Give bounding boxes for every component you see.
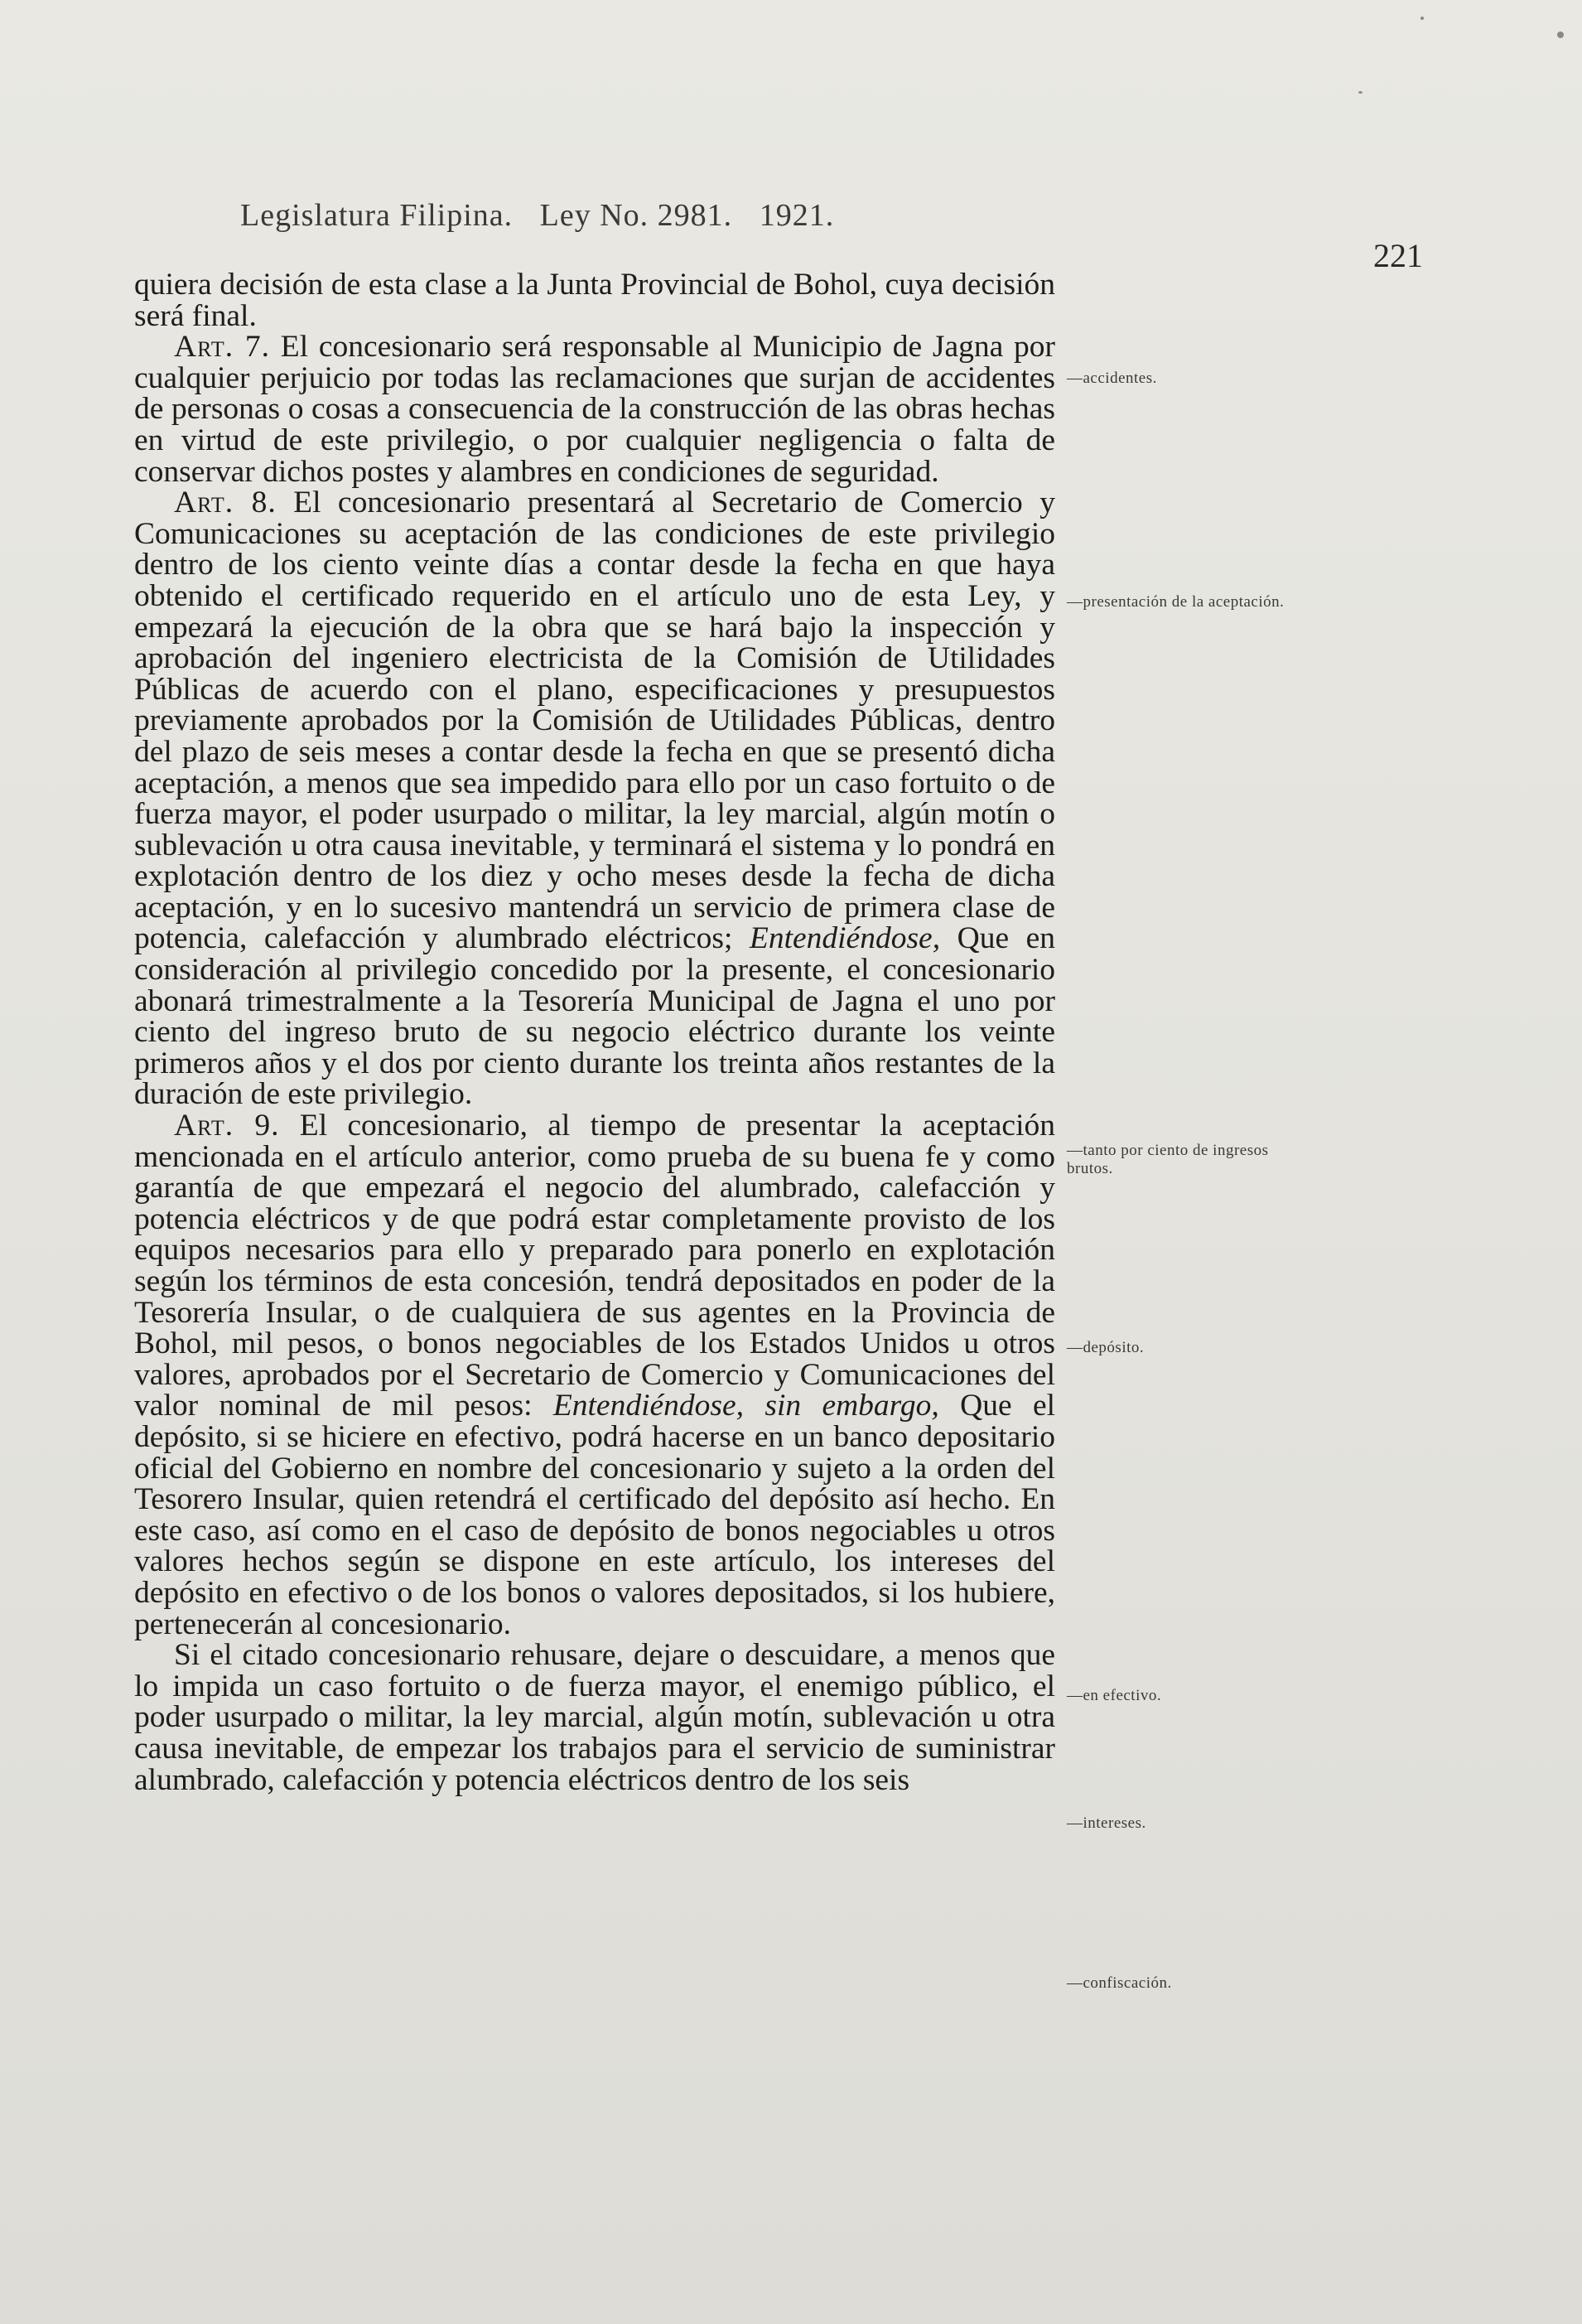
margin-note-presentacion: —presentación de la aceptación.	[1067, 593, 1285, 611]
paper-speck	[1358, 91, 1363, 94]
article-7	[134, 331, 1055, 487]
margin-note-accidentes: —accidentes.	[1067, 370, 1157, 387]
article-9-label: Art. 9.	[174, 1109, 280, 1143]
margin-note-confiscacion: —confiscación.	[1067, 1974, 1172, 1992]
header-legislatura: Legislatura Filipina.	[240, 198, 514, 233]
article-8	[134, 487, 1055, 1110]
margin-note-efectivo: —en efectivo.	[1067, 1687, 1162, 1704]
article-8-text-b: Que en consideración al privilegio concedido por la presente, el concesionario abonará trimestralmente a la Tesorería Municipal de Jagna el uno por ciento del ingreso bruto de su negocio eléctrico durante los veinte primeros años y el dos por ciento durante los treinta años restantes de la duración de este privilegio.	[134, 921, 1056, 1112]
article-9-text-b: Que el depósito, si se hiciere en efectivo, podrá hacerse en un banco depositario oficial del Gobierno en nombre del concesionario y sujeto a la orden del Tesorero Insular, quien retendrá el certificado del depósito así hecho. En este caso, así como en el caso de depósito de bonos negociables u otros valores hechos según se dispone en este artículo, los intereses del depósito en efectivo o de los bonos o valores depositados, si los hubiere, pertenecerán al concesionario.	[134, 1389, 1056, 1641]
body-text	[134, 269, 1055, 1795]
margin-note-tanto-por-ciento: —tanto por ciento de ingresos brutos.	[1067, 1142, 1269, 1177]
paper-speck	[1557, 31, 1564, 38]
paper-speck	[1420, 17, 1424, 20]
article-9-text-a: El concesionario, al tiempo de presentar la aceptación mencionada en el artículo anterior, como prueba de su buena fe y como garantía de que empezará el negocio del alumbrado, calefacción y potencia eléctricos y de que podrá estar completamente provisto de los equipos necesarios para ello y preparado para ponerlo en explotación según los términos de esta concesión, tendrá depositados en poder de la Tesorería Insular, o de cualquiera de sus agentes en la Provincia de Bohol, mil pesos, o bonos negociables de los Estados Unidos u otros valores, aprobados por el Secretario de Comercio y Comunicaciones del valor nominal de mil pesos:	[134, 1109, 1055, 1423]
margin-note-deposito: —depósito.	[1067, 1339, 1145, 1356]
page-number: 221	[1373, 237, 1423, 274]
article-9	[134, 1110, 1055, 1640]
paragraph-confiscation: Si el citado concesionario rehusare, dejare o descuidare, a menos que lo impida un caso fortuito o de fuerza mayor, el enemigo público, el poder usurpado o militar, la ley marcial, algún motín, sublevación u otra causa inevitable, de empezar los trabajos para el servicio de suministrar alumbrado, calefacción y potencia eléctricos dentro de los seis	[134, 1638, 1055, 1797]
margin-note-intereses: —intereses.	[1067, 1814, 1146, 1832]
article-8-italic: Entendiéndose,	[749, 921, 941, 956]
header-year: 1921.	[759, 198, 835, 233]
header-ley: Ley No. 2981.	[539, 198, 733, 233]
article-7-text: El concesionario será responsable al Municipio de Jagna por cualquier perjuicio por todas las reclamaciones que surjan de accidentes de personas o cosas a consecuencia de la construcción de las obras hechas en virtud de este privilegio, o por cualquier negligencia o falta de conservar dichos postes y alambres en condiciones de seguridad.	[134, 330, 1055, 489]
running-header	[240, 197, 852, 234]
article-9-italic: Entendiéndose, sin embargo,	[552, 1389, 939, 1423]
paragraph-continuation: quiera decisión de esta clase a la Junta Provincial de Bohol, cuya decisión será final.	[134, 268, 1055, 333]
article-7-label: Art. 7.	[174, 330, 271, 365]
article-8-label: Art. 8.	[174, 486, 277, 520]
article-8-text-a: El concesionario presentará al Secretario de Comercio y Comunicaciones su aceptación de las condiciones de este privilegio dentro de los ciento veinte días a contar desde la fecha en que haya obtenido el certificado requerido en el artículo uno de esta Ley, y empezará la ejecución de la obra que se hará bajo la inspección y aprobación del ingeniero electricista de la Comisión de Utilidades Públicas de acuerdo con el plano, especificaciones y presupuestos previamente aprobados por la Comisión de Utilidades Públicas, dentro del plazo de seis meses a contar desde la fecha en que se presentó dicha aceptación, a menos que sea impedido para ello por un caso fortuito o de fuerza mayor, el poder usurpado o militar, la ley marcial, algún motín o sublevación u otra causa inevitable, y terminará el sistema y lo pondrá en explotación dentro de los diez y ocho meses desde la fecha de dicha aceptación, y en lo sucesivo mantendrá un servicio de primera clase de potencia, calefacción y alumbrado eléctricos;	[134, 486, 1056, 956]
